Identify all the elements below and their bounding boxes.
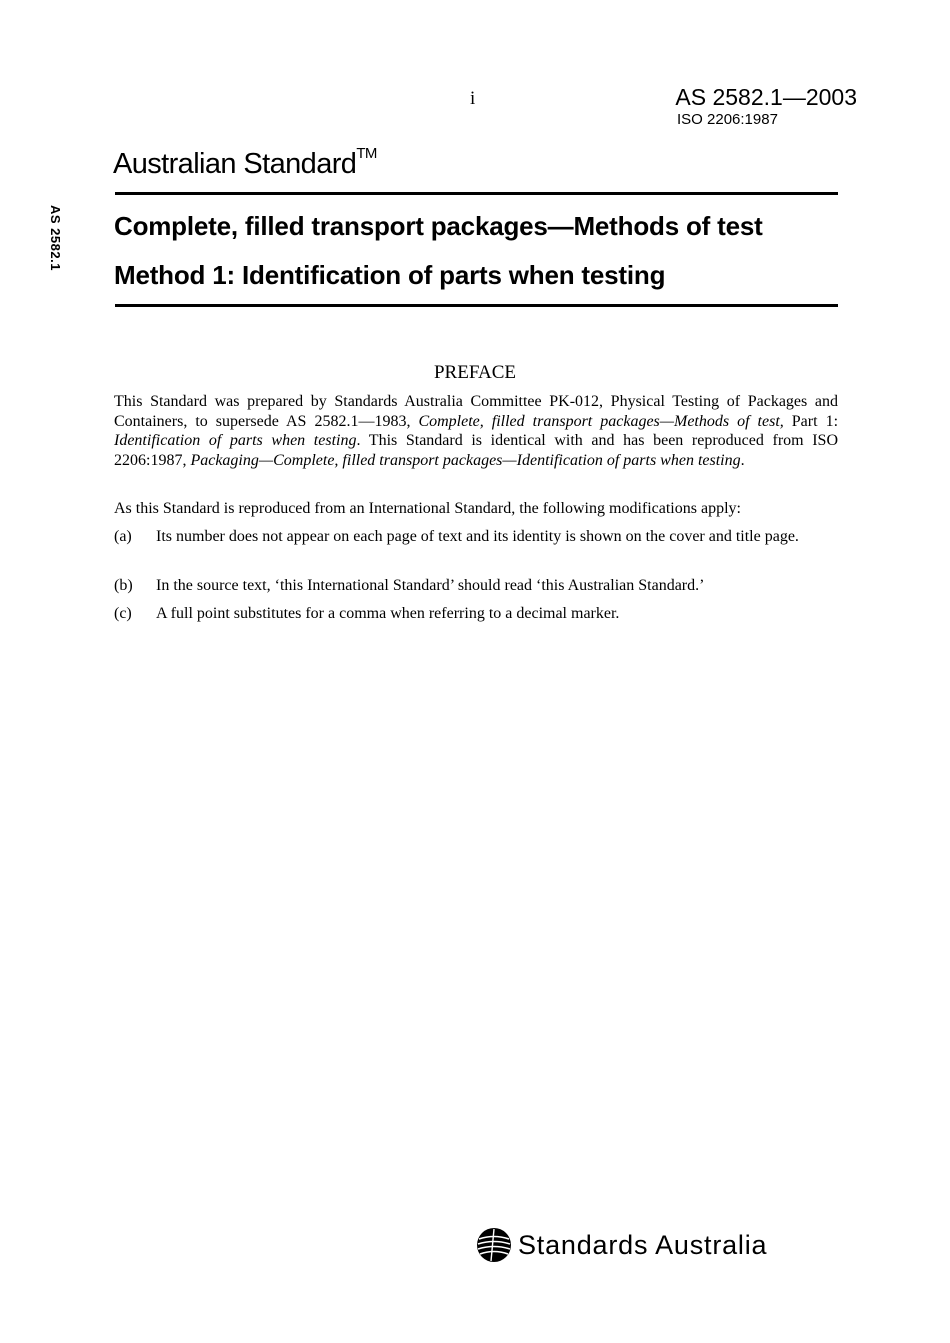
standard-label	[113, 145, 377, 181]
iso-number: ISO 2206:1987	[677, 111, 778, 128]
list-text: In the source text, ‘this International Standard’ should read ‘this Australian Standard.’	[156, 577, 705, 594]
preface-paragraph: This Standard was prepared by Standards Australia Committee PK-012, Physical Testing of Packages and Containers, to supersede AS 2582.1—1983, Complete, filled transport packages—Methods of test, Part 1: Identification of parts when testing. This Standard is identical with and has been reproduced from ISO 2206:1987, Packaging—Complete, filled transport packages—Identification of parts when testing.	[114, 393, 839, 469]
trademark-mark: TM	[356, 145, 377, 163]
list-marker: (c)	[114, 605, 132, 622]
document-title: Complete, filled transport packages—Methods of test	[114, 211, 763, 241]
standards-australia-logo	[476, 1227, 767, 1263]
document-subtitle: Method 1: Identification of parts when testing	[114, 260, 666, 290]
preface-heading: PREFACE	[433, 362, 516, 383]
page-number: i	[470, 88, 476, 109]
list-marker: (a)	[114, 528, 132, 545]
document-number: AS 2582.1—2003	[675, 84, 857, 110]
logo-text: Standards Australia	[518, 1229, 768, 1260]
list-item	[114, 527, 838, 547]
list-item	[114, 576, 838, 596]
list-marker: (b)	[114, 577, 133, 594]
modifications-intro: As this Standard is reproduced from an International Standard, the following modifications apply:	[114, 500, 741, 517]
list-item	[114, 604, 838, 624]
side-label: AS 2582.1	[48, 205, 63, 271]
list-text: A full point substitutes for a comma when referring to a decimal marker.	[156, 605, 620, 622]
title-rule-top	[115, 192, 838, 195]
list-text: Its number does not appear on each page of text and its identity is shown on the cover and title page.	[156, 528, 799, 545]
standards-australia-logo-icon	[476, 1227, 512, 1263]
title-rule-bottom	[115, 304, 838, 307]
standard-label-text: Australian Standard	[113, 148, 357, 180]
